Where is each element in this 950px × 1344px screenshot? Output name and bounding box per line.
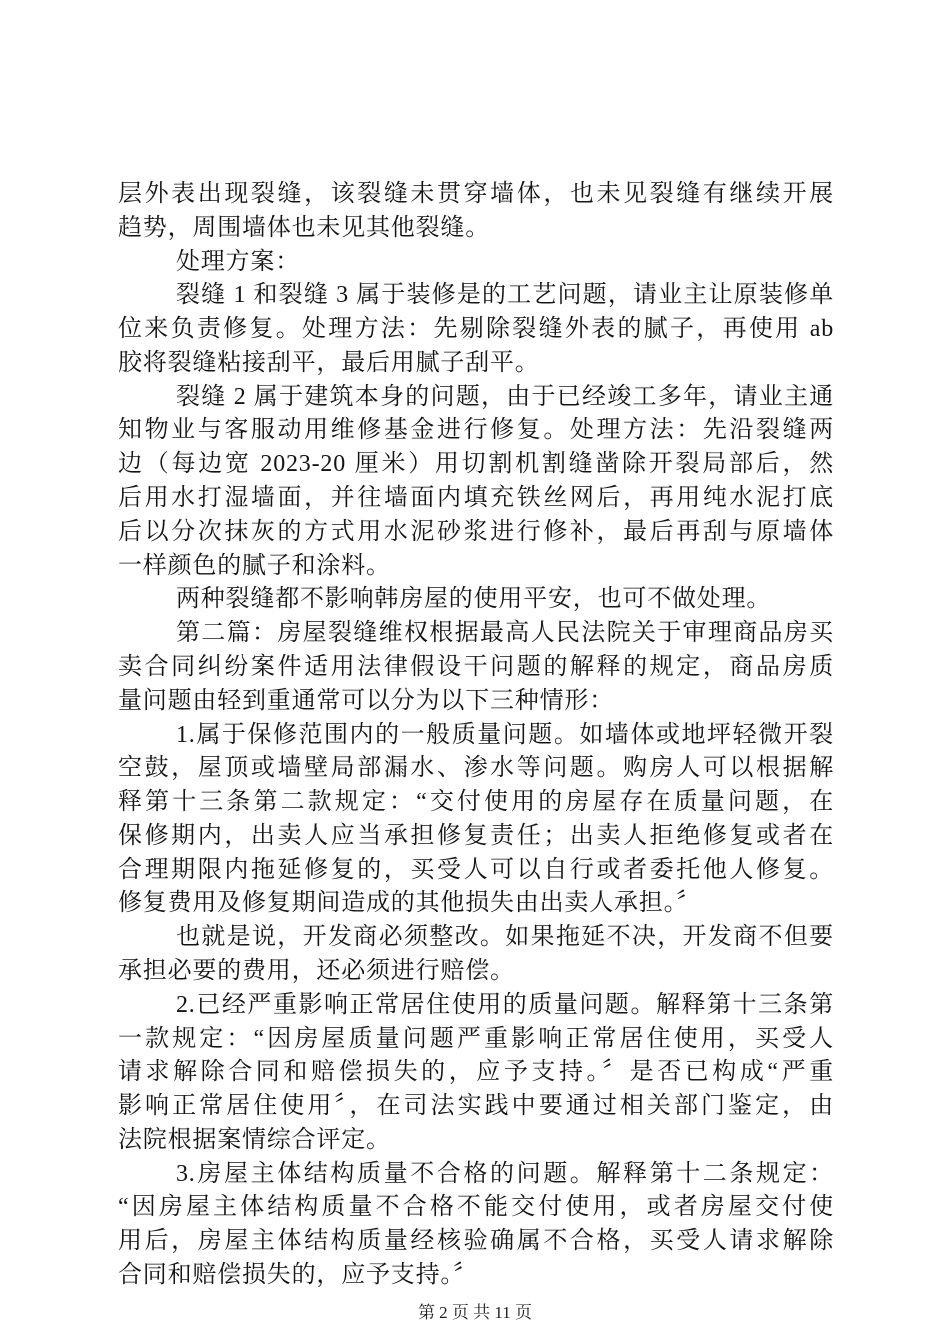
text-line: 1.属于保修范围内的一般质量问题。如墙体或地坪轻微开裂 xyxy=(176,721,834,748)
text-line: 卖合同纠纷案件适用法律假设干问题的解释的规定，商品房质 xyxy=(118,653,834,680)
case-1-warranty-paragraph xyxy=(118,719,834,922)
text-line: 后用水打湿墙面，并往墙面内填充铁丝网后，再用纯水泥打底 xyxy=(118,485,834,512)
text-line: 2.已经严重影响正常居住使用的质量问题。解释第十三条第 xyxy=(176,991,834,1018)
text-line: 趋势，周围墙体也未见其他裂缝。 xyxy=(118,214,490,241)
text-line: 空鼓，屋顶或墙壁局部漏水、渗水等问题。购房人可以根据解 xyxy=(118,755,834,782)
text-line: 合理期限内拖延修复的，买受人可以自行或者委托他人修复。 xyxy=(118,856,834,883)
text-line: 修复费用及修复期间造成的其他损失由出卖人承担。〞 xyxy=(118,890,702,917)
text-line: 边（每边宽 2023-20 厘米）用切割机割缝凿除开裂局部后，然 xyxy=(118,451,834,478)
case-3-structural-defect-paragraph xyxy=(118,1158,834,1293)
text-line: 一款规定：“因房屋质量问题严重影响正常居住使用，买受人 xyxy=(118,1025,834,1052)
text-line: 影响正常居住使用〞，在司法实践中要通过相关部门鉴定，由 xyxy=(118,1093,834,1120)
text-line: 位来负责修复。处理方法：先剔除裂缝外表的腻子，再使用 ab xyxy=(118,316,834,343)
crack-description-paragraph xyxy=(118,178,834,246)
text-line: 承担必要的费用，还必须进行赔偿。 xyxy=(118,957,515,984)
text-line: 合同和赔偿损失的，应予支持。〞 xyxy=(118,1262,478,1288)
text-line: 保修期内，出卖人应当承担修复责任；出卖人拒绝修复或者在 xyxy=(118,822,834,849)
text-line: 处理方案： xyxy=(176,248,300,275)
text-line: 法院根据案情综合评定。 xyxy=(118,1126,391,1153)
crack-2-repair-paragraph xyxy=(118,381,834,584)
crack-1-3-repair-paragraph xyxy=(118,279,834,380)
text-line: 裂缝 2 属于建筑本身的问题，由于已经竣工多年，请业主通 xyxy=(176,383,834,410)
document-body xyxy=(118,178,834,1293)
treatment-plan-heading xyxy=(118,246,834,280)
case-1-summary-paragraph xyxy=(118,921,834,989)
conclusion-paragraph xyxy=(118,583,834,617)
text-line: 后以分次抹灰的方式用水泥砂浆进行修补，最后再刮与原墙体 xyxy=(118,518,834,545)
text-line: 一样颜色的腻子和涂料。 xyxy=(118,552,391,579)
text-line: 两种裂缝都不影响韩房屋的使用平安，也可不做处理。 xyxy=(176,586,772,613)
case-2-serious-defect-paragraph xyxy=(118,989,834,1158)
page-number-label: 第 2 页 共 11 页 xyxy=(417,1303,533,1322)
part-two-intro-paragraph xyxy=(118,617,834,718)
text-line: 用后，房屋主体结构质量经核验确属不合格，买受人请求解除 xyxy=(118,1228,834,1255)
text-line: 也就是说，开发商必须整改。如果拖延不决，开发商不但要 xyxy=(176,924,834,951)
text-line: 3.房屋主体结构质量不合格的问题。解释第十二条规定： xyxy=(176,1160,834,1187)
text-line: “因房屋主体结构质量不合格不能交付使用，或者房屋交付使 xyxy=(118,1194,834,1221)
text-line: 释第十三条第二款规定：“交付使用的房屋存在质量问题，在 xyxy=(118,789,835,816)
text-line: 知物业与客服动用维修基金进行修复。处理方法：先沿裂缝两 xyxy=(118,417,834,444)
text-line: 裂缝 1 和裂缝 3 属于装修是的工艺问题，请业主让原装修单 xyxy=(176,282,834,309)
text-line: 层外表出现裂缝，该裂缝未贯穿墙体，也未见裂缝有继续开展 xyxy=(118,181,834,207)
page-footer xyxy=(0,1300,950,1326)
text-line: 量问题由轻到重通常可以分为以下三种情形： xyxy=(118,687,614,714)
text-line: 请求解除合同和赔偿损失的，应予支持。〞是否已构成“严重 xyxy=(118,1059,834,1086)
text-line: 胶将裂缝粘接刮平，最后用腻子刮平。 xyxy=(118,349,540,376)
text-line: 第二篇：房屋裂缝维权根据最高人民法院关于审理商品房买 xyxy=(176,620,834,647)
